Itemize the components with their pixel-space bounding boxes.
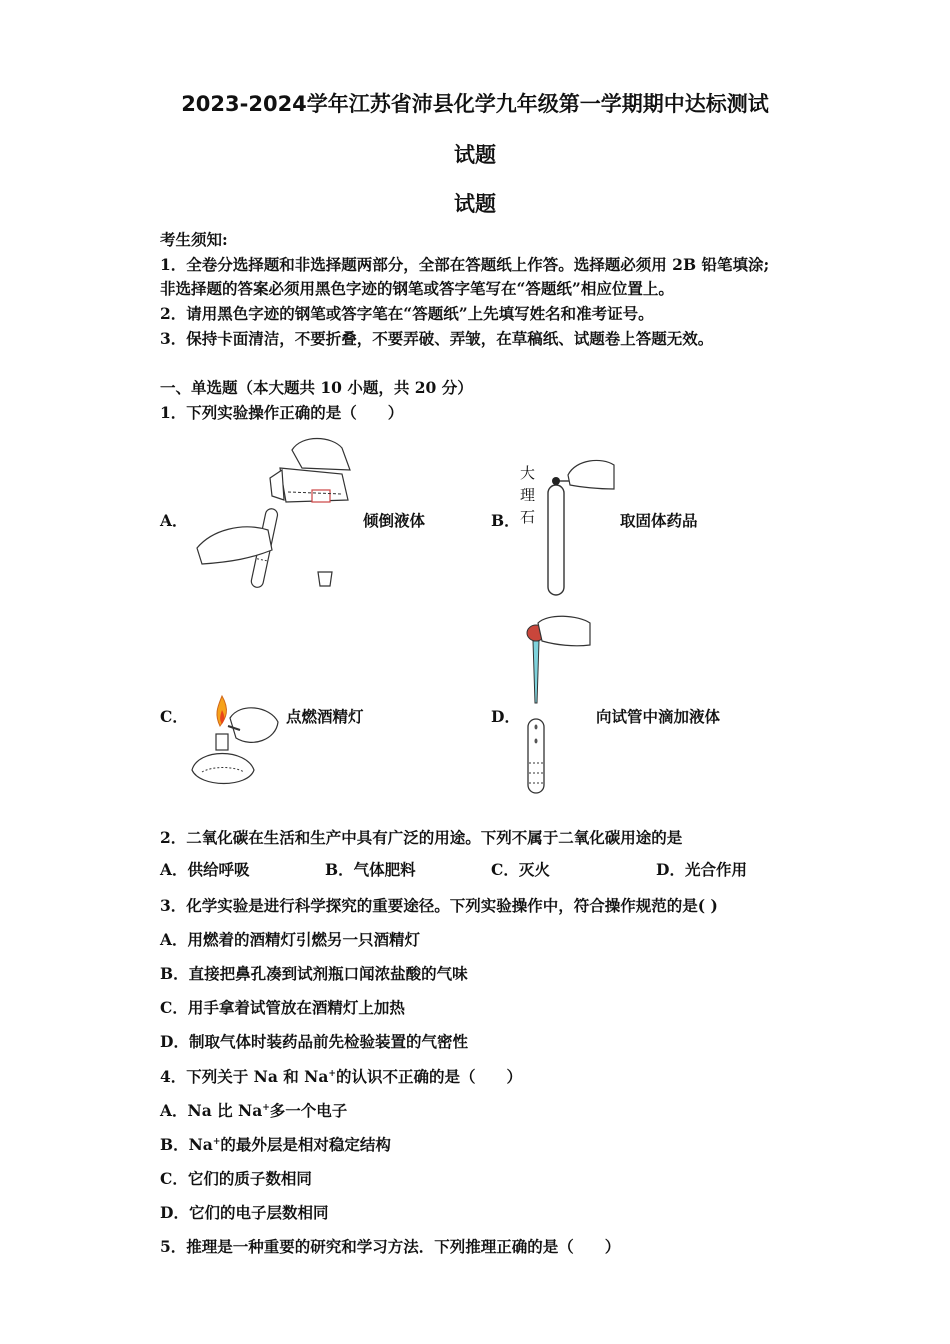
q2-option-d: D．光合作用 xyxy=(656,860,747,879)
notice-item-2: 2．请用黑色字迹的钢笔或答字笔在“答题纸”上先填写姓名和准考证号。 xyxy=(160,304,654,323)
notice-heading: 考生须知: xyxy=(160,230,228,249)
q3-option-d: D．制取气体时装药品前先检验装置的气密性 xyxy=(160,1032,468,1051)
q1-option-a-label: A． xyxy=(160,511,188,530)
q3-option-a: A．用燃着的酒精灯引燃另一只酒精灯 xyxy=(160,930,421,949)
page-title-line3: 试题 xyxy=(454,192,496,216)
q4-stem-text: 4．下列关于 Na 和 Na xyxy=(160,1067,329,1086)
marble-char-2: 理 xyxy=(520,486,536,504)
q3-option-b: B．直接把鼻孔凑到试剂瓶口闻浓盐酸的气味 xyxy=(160,964,468,983)
marble-label xyxy=(520,462,540,528)
light-alcohol-lamp-illustration xyxy=(188,688,283,798)
q4-option-a xyxy=(160,1099,347,1121)
q1-option-c-caption: 点燃酒精灯 xyxy=(286,707,364,726)
q4-option-b-text: B．Na xyxy=(160,1135,213,1154)
q4-option-b-text-end: 的最外层是相对稳定结构 xyxy=(220,1135,391,1154)
q1-option-a-caption: 倾倒液体 xyxy=(363,511,426,530)
q4-option-b-charge: + xyxy=(212,1136,221,1147)
q4-stem-charge: + xyxy=(328,1068,336,1079)
q4-option-a-text-end: 多一个电子 xyxy=(269,1101,348,1120)
q4-stem-text-end: 的认识不正确的是（ ） xyxy=(335,1067,522,1086)
q4-option-c: C．它们的质子数相同 xyxy=(160,1169,312,1188)
notice-item-1a: 1．全卷分选择题和非选择题两部分，全部在答题纸上作答。选择题必须用 2B 铅笔填涂; xyxy=(160,255,770,274)
marble-char-3: 石 xyxy=(520,508,536,526)
q2-option-b: B．气体肥料 xyxy=(325,860,416,879)
marble-char-1: 大 xyxy=(520,464,536,482)
q3-stem: 3．化学实验是进行科学探究的重要途径。下列实验操作中，符合操作规范的是( ) xyxy=(160,896,718,915)
q1-option-b-caption: 取固体药品 xyxy=(620,511,698,530)
add-drops-illustration xyxy=(518,615,598,800)
page-title: 2023-2024学年江苏省沛县化学九年级第一学期期中达标测试 xyxy=(181,92,769,116)
q1-option-d-label: D． xyxy=(491,707,520,726)
q3-option-c: C．用手拿着试管放在酒精灯上加热 xyxy=(160,998,405,1017)
q5-stem: 5．推理是一种重要的研究和学习方法．下列推理正确的是（ ） xyxy=(160,1237,621,1256)
section-heading: 一、单选题（本大题共 10 小题，共 20 分） xyxy=(160,378,473,397)
take-solid-illustration xyxy=(540,455,620,600)
pour-liquid-illustration xyxy=(192,430,362,600)
q4-option-a-charge: + xyxy=(262,1102,270,1113)
q1-option-d-caption: 向试管中滴加液体 xyxy=(596,707,721,726)
q4-option-b xyxy=(160,1133,391,1155)
q2-option-a: A．供给呼吸 xyxy=(160,860,250,879)
q2-option-c: C．灭火 xyxy=(491,860,550,879)
q4-option-a-text: A．Na 比 Na xyxy=(160,1101,263,1120)
q1-option-b-label: B． xyxy=(491,511,520,530)
q1-stem: 1．下列实验操作正确的是（ ） xyxy=(160,403,404,422)
q4-option-d: D．它们的电子层数相同 xyxy=(160,1203,329,1222)
page-title-line2: 试题 xyxy=(454,143,496,167)
q4-stem xyxy=(160,1065,522,1087)
notice-item-1b: 非选择题的答案必须用黑色字迹的钢笔或答字笔写在“答题纸”相应位置上。 xyxy=(160,279,674,298)
q1-option-c-label: C． xyxy=(160,707,188,726)
q2-stem: 2．二氧化碳在生活和生产中具有广泛的用途。下列不属于二氧化碳用途的是 xyxy=(160,828,683,847)
notice-item-3: 3．保持卡面清洁，不要折叠，不要弄破、弄皱，在草稿纸、试题卷上答题无效。 xyxy=(160,329,714,348)
